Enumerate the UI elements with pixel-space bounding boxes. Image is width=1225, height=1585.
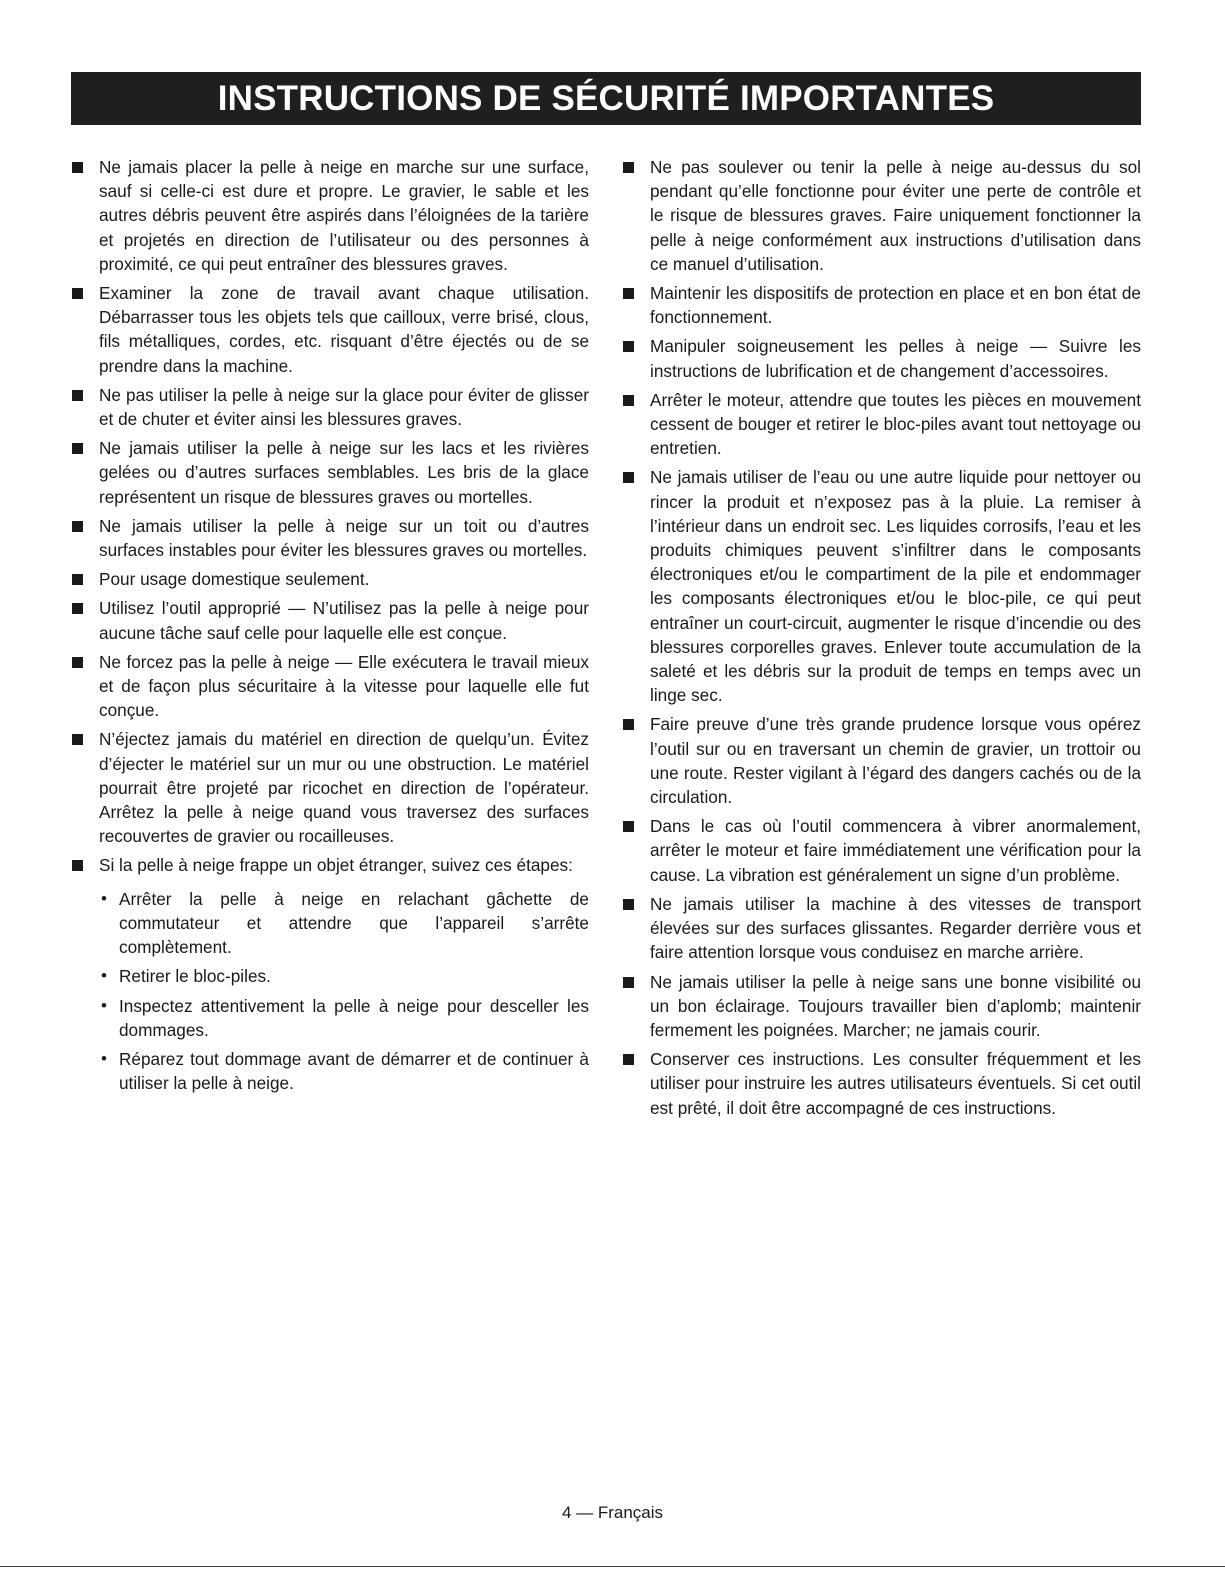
square-bullet-icon — [623, 719, 634, 730]
list-item — [71, 596, 589, 644]
dot-bullet-icon: • — [101, 888, 107, 908]
list-item-text: Ne jamais placer la pelle à neige en marche sur une surface, sauf si celle-ci est dure et propre. Le gravier, le sable et les autres débris peuvent être aspirés dans l’éloignées de la tarière et projetés en direction de l’utilisateur ou des personnes à proximité, ce qui peut entraîner des blessures graves. — [99, 157, 589, 274]
sub-list — [99, 887, 589, 1096]
list-item — [622, 1047, 1141, 1120]
list-item-text: Ne jamais utiliser de l’eau ou une autre liquide pour nettoyer ou rincer la produit et n’exposez pas à la pluie. La remiser à l’intérieur dans un endroit sec. Les liquides corrosifs, l’eau et les produits chimiques peuvent s’infiltrer dans le composants électroniques et/ou le compartiment de la pile et endommager les composants électroniques et/ou le bloc-pile, ce qui peut entraîner un court-circuit, augmenter le risque d’incendie ou des blessures corporelles graves. Enlever toute accumulation de la saleté et les débris sur la produit de temps en temps avec un linge sec. — [650, 467, 1141, 706]
list-item-text: Faire preuve d’une très grande prudence lorsque vous opérez l’outil sur ou en traversant un chemin de gravier, un trottoir ou une route. Rester vigilant à l’égard des dangers cachés ou de la circulation. — [650, 714, 1141, 808]
dot-bullet-icon: • — [101, 1048, 107, 1068]
page-number-label: 4 — Français — [561, 1503, 664, 1522]
list-item — [622, 892, 1141, 965]
sub-list-item — [99, 964, 589, 988]
square-bullet-icon — [623, 395, 634, 406]
square-bullet-icon — [72, 603, 83, 614]
list-item — [71, 727, 589, 848]
list-item — [71, 853, 589, 1095]
bottom-divider — [0, 1566, 1225, 1567]
list-item-text: Maintenir les dispositifs de protection en place et en bon état de fonctionnement. — [650, 283, 1141, 328]
list-item-text: Conserver ces instructions. Les consulter fréquemment et les utiliser pour instruire les autres utilisateurs éventuels. Si cet outil est prêté, il doit être accompagné de ces instructions. — [650, 1049, 1141, 1118]
list-item-text: Ne jamais utiliser la pelle à neige sans une bonne visibilité ou un bon éclairage. Toujours travailler bien d’aplomb; maintenir fermement les poignées. Marcher; ne jamais courir. — [650, 971, 1141, 1040]
list-item — [622, 155, 1141, 276]
square-bullet-icon — [72, 860, 83, 871]
square-bullet-icon — [72, 288, 83, 299]
list-item — [622, 970, 1141, 1043]
list-item — [622, 334, 1141, 382]
page-title: INSTRUCTIONS DE SÉCURITÉ IMPORTANTES — [217, 79, 995, 118]
right-bullet-list — [622, 155, 1141, 1120]
list-item — [622, 465, 1141, 707]
list-item — [622, 388, 1141, 461]
square-bullet-icon — [623, 899, 634, 910]
list-item-text: Ne forcez pas la pelle à neige — Elle exécutera le travail mieux et de façon plus sécuritaire à la vitesse pour laquelle elle fut conçue. — [99, 651, 589, 721]
section-header-bar — [71, 72, 1141, 125]
square-bullet-icon — [72, 521, 83, 532]
square-bullet-icon — [72, 162, 83, 173]
square-bullet-icon — [72, 443, 83, 454]
square-bullet-icon — [72, 657, 83, 668]
list-item — [71, 650, 589, 723]
list-item-text: Arrêter le moteur, attendre que toutes les pièces en mouvement cessent de bouger et retirer le bloc-piles avant tout nettoyage ou entretien. — [650, 389, 1141, 459]
list-item-text: Ne pas utiliser la pelle à neige sur la glace pour éviter de glisser et de chuter et éviter ainsi les blessures graves. — [99, 384, 589, 430]
list-item — [71, 436, 589, 509]
list-item — [71, 514, 589, 562]
list-item — [71, 155, 589, 276]
list-item — [622, 814, 1141, 887]
sub-list-item-text: Inspectez attentivement la pelle à neige pour desceller les dommages. — [119, 995, 589, 1040]
sub-list-item-text: Retirer le bloc-piles. — [119, 966, 271, 987]
list-item-text: Examiner la zone de travail avant chaque utilisation. Débarrasser tous les objets tels que cailloux, verre brisé, clous, fils métalliques, cordes, etc. risquant d’être éjectés ou de se prendre dans la machine. — [99, 283, 589, 376]
left-bullet-list — [71, 155, 589, 1095]
list-item-text: N’éjectez jamais du matériel en direction de quelqu’un. Évitez d’éjecter le matériel sur un mur ou une obstruction. Le matériel pourrait être projeté par ricochet en direction de l’opérateur. Arrêtez la pelle à neige quand vous traversez des surfaces recouvertes de gravier ou rocailleuses. — [99, 729, 589, 847]
list-item-text: Utilisez l’outil approprié — N’utilisez pas la pelle à neige pour aucune tâche sauf celle pour laquelle elle est conçue. — [99, 598, 589, 643]
square-bullet-icon — [72, 574, 83, 585]
list-item-text: Ne jamais utiliser la pelle à neige sur les lacs et les rivières gelées ou d’autres surfaces semblables. Les bris de la glace représentent un risque de blessures graves ou mortelles. — [99, 438, 589, 507]
square-bullet-icon — [623, 821, 634, 832]
list-item — [71, 567, 589, 591]
right-column — [622, 155, 1141, 1125]
page-footer — [0, 1501, 1225, 1525]
square-bullet-icon — [72, 734, 83, 745]
square-bullet-icon — [623, 472, 634, 483]
sub-list-item — [99, 1047, 589, 1095]
list-item-text: Ne jamais utiliser la machine à des vitesses de transport élevées sur des surfaces glissantes. Regarder derrière vous et faire attention lorsque vous conduisez en marche arrière. — [650, 893, 1141, 963]
square-bullet-icon — [623, 288, 634, 299]
square-bullet-icon — [623, 977, 634, 988]
square-bullet-icon — [72, 390, 83, 401]
list-item — [622, 281, 1141, 329]
dot-bullet-icon: • — [101, 966, 107, 986]
list-item-text: Pour usage domestique seulement. — [99, 569, 370, 590]
list-item-text: Dans le cas où l’outil commencera à vibrer anormalement, arrêter le moteur et faire immédiatement une vérification pour la cause. La vibration est généralement un signe d’un problème. — [650, 816, 1141, 885]
left-column — [71, 155, 589, 1100]
sub-list-item — [99, 887, 589, 960]
list-item — [622, 712, 1141, 809]
sub-list-item-text: Réparez tout dommage avant de démarrer et de continuer à utiliser la pelle à neige. — [119, 1048, 589, 1094]
sub-list-item — [99, 994, 589, 1042]
list-item — [71, 383, 589, 431]
square-bullet-icon — [623, 1054, 634, 1065]
sub-list-item-text: Arrêter la pelle à neige en relachant gâchette de commutateur et attendre que l’appareil s’arrête complètement. — [119, 888, 589, 958]
square-bullet-icon — [623, 341, 634, 352]
list-item-text: Ne pas soulever ou tenir la pelle à neige au-dessus du sol pendant qu’elle fonctionne pour éviter une perte de contrôle et le risque de blessures graves. Faire uniquement fonctionner la pelle à neige conformément aux instructions d’utilisation dans ce manuel d’utilisation. — [650, 157, 1141, 274]
list-item-text: Si la pelle à neige frappe un objet étranger, suivez ces étapes: — [99, 855, 573, 876]
list-item — [71, 281, 589, 378]
square-bullet-icon — [623, 162, 634, 173]
list-item-text: Manipuler soigneusement les pelles à neige — Suivre les instructions de lubrification et de changement d’accessoires. — [650, 336, 1141, 381]
dot-bullet-icon: • — [101, 995, 107, 1015]
list-item-text: Ne jamais utiliser la pelle à neige sur un toit ou d’autres surfaces instables pour éviter les blessures graves ou mortelles. — [99, 515, 589, 561]
